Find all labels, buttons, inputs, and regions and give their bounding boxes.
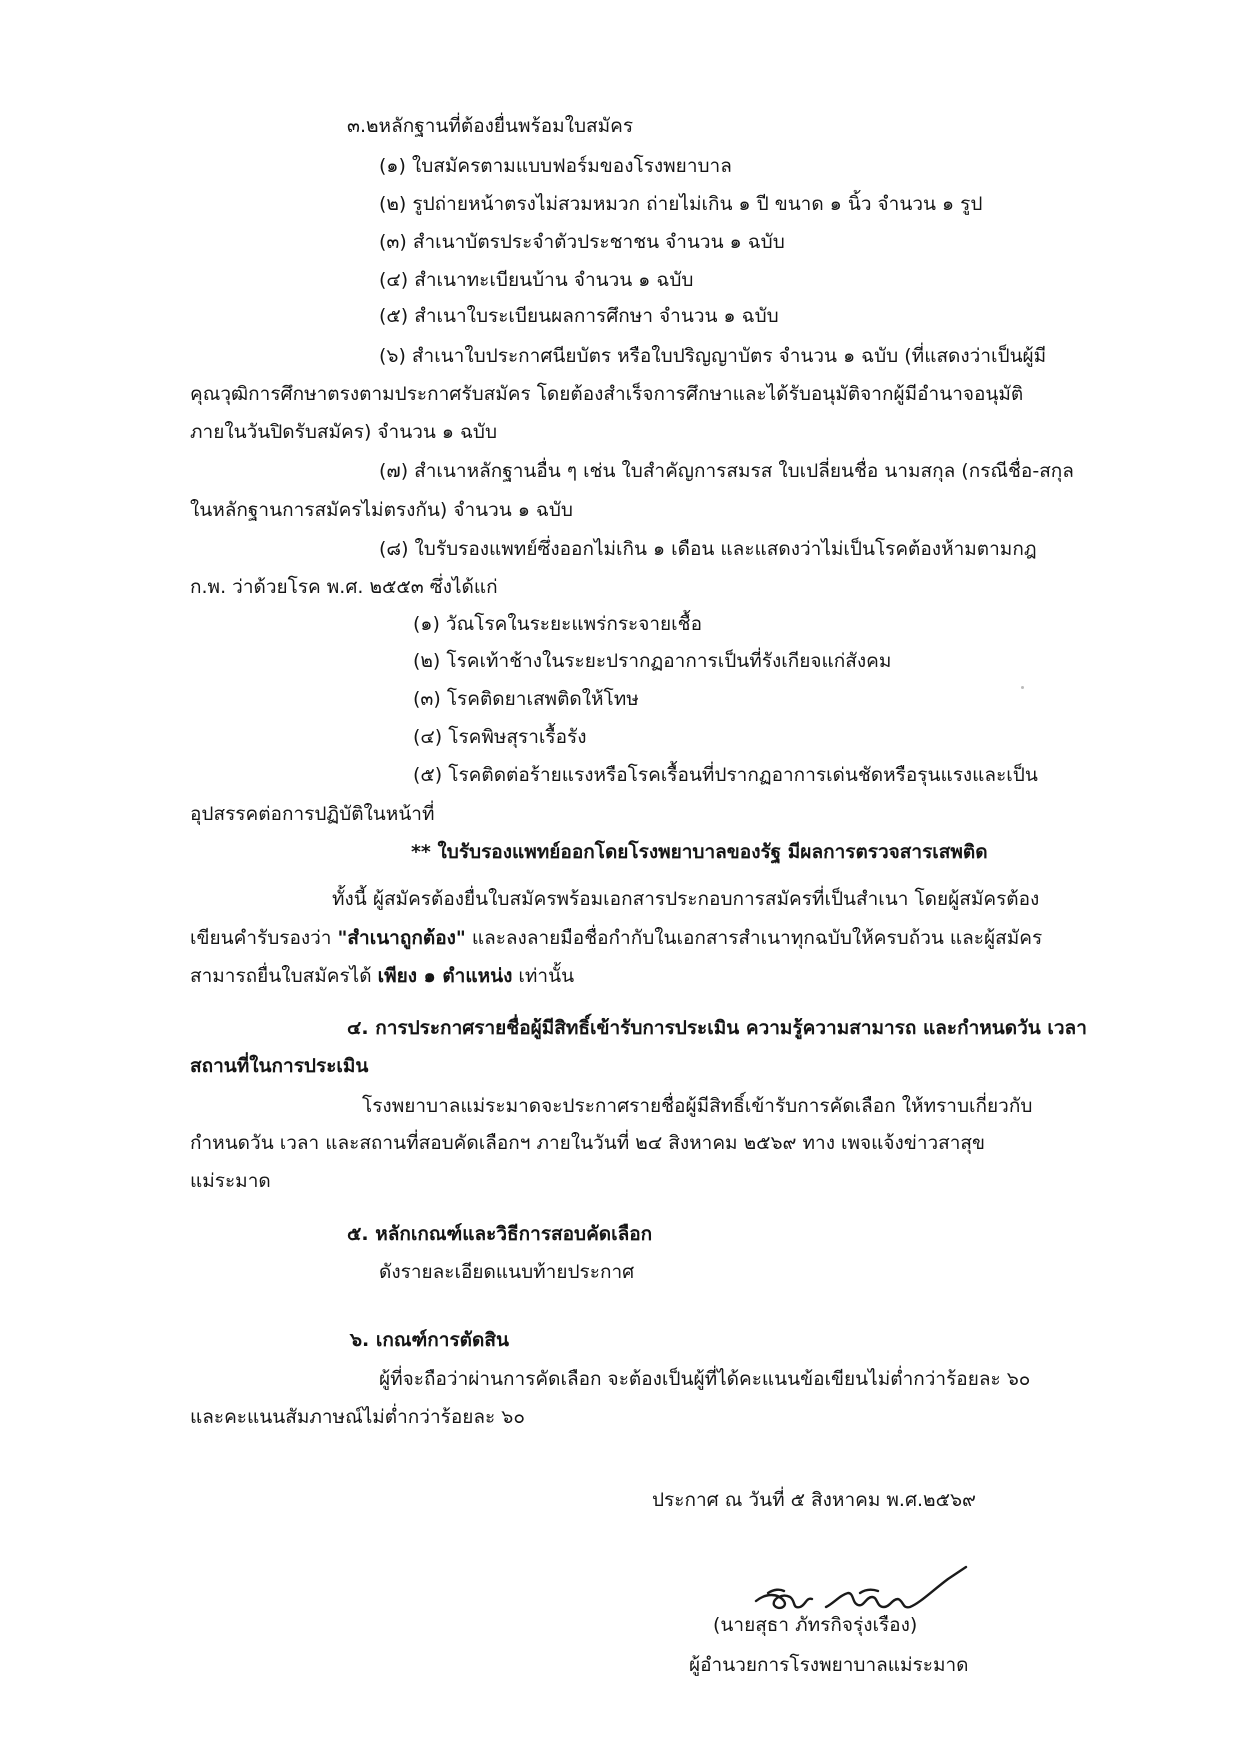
list-item-4: (๔) สำเนาทะเบียนบ้าน จำนวน ๑ ฉบับ	[379, 269, 694, 291]
announcement-date: ประกาศ ณ วันที่ ๕ สิงหาคม พ.ศ.๒๕๖๙	[652, 1489, 976, 1511]
disease-item-3: (๓) โรคติดยาเสพติดให้โทษ	[413, 688, 639, 710]
list-item-5: (๕) สำเนาใบระเบียนผลการศึกษา จำนวน ๑ ฉบับ	[379, 305, 779, 327]
note-paragraph-line-1: ทั้งนี้ ผู้สมัครต้องยื่นใบสมัครพร้อมเอกสารประกอบการสมัครที่เป็นสำเนา โดยผู้สมัครต้อง	[332, 888, 1040, 910]
list-item-6-line-1: (๖) สำเนาใบประกาศนียบัตร หรือใบปริญญาบัตร จำนวน ๑ ฉบับ (ที่แสดงว่าเป็นผู้มี	[379, 345, 1047, 367]
section-6-body-line-2: และคะแนนสัมภาษณ์ไม่ต่ำกว่าร้อยละ ๖๐	[190, 1406, 525, 1428]
list-item-6-line-2: คุณวุฒิการศึกษาตรงตามประกาศรับสมัคร โดยต้องสำเร็จการศึกษาและได้รับอนุมัติจากผู้มีอำนาจอนุมัติ	[190, 383, 1024, 405]
disease-item-5-line-1: (๕) โรคติดต่อร้ายแรงหรือโรคเรื้อนที่ปรากฏอาการเด่นชัดหรือรุนแรงและเป็น	[413, 764, 1038, 786]
note-text: เท่านั้น	[512, 965, 575, 987]
disease-item-2: (๒) โรคเท้าช้างในระยะปรากฏอาการเป็นที่รังเกียจแก่สังคม	[413, 650, 892, 672]
section-5-heading: ๕. หลักเกณฑ์และวิธีการสอบคัดเลือก	[347, 1223, 653, 1245]
list-item-8-line-2: ก.พ. ว่าด้วยโรค พ.ศ. ๒๕๕๓ ซึ่งได้แก่	[190, 576, 498, 598]
signatory-name: (นายสุธา ภัทรกิจรุ่งเรือง)	[713, 1614, 918, 1636]
scan-speck	[1021, 686, 1024, 689]
disease-item-5-line-2: อุปสรรคต่อการปฏิบัติในหน้าที่	[190, 803, 435, 825]
section-5-body: ดังรายละเอียดแนบท้ายประกาศ	[379, 1261, 635, 1283]
list-item-6-line-3: ภายในวันปิดรับสมัคร) จำนวน ๑ ฉบับ	[190, 421, 498, 443]
disease-item-1: (๑) วัณโรคในระยะแพร่กระจายเชื้อ	[413, 613, 702, 635]
medical-cert-note: ** ใบรับรองแพทย์ออกโดยโรงพยาบาลของรัฐ มีผลการตรวจสารเสพติด	[411, 841, 988, 863]
signatory-position: ผู้อำนวยการโรงพยาบาลแม่ระมาด	[689, 1654, 969, 1676]
note-paragraph-line-3	[190, 962, 574, 990]
section-4-heading-line-2: สถานที่ในการประเมิน	[190, 1055, 369, 1077]
list-item-8-line-1: (๘) ใบรับรองแพทย์ซึ่งออกไม่เกิน ๑ เดือน และแสดงว่าไม่เป็นโรคต้องห้ามตามกฎ	[379, 538, 1037, 560]
note-text: เขียนคำรับรองว่า	[190, 927, 338, 949]
section-6-heading: ๖. เกณฑ์การตัดสิน	[350, 1329, 509, 1351]
note-text: และลงลายมือชื่อกำกับในเอกสารสำเนาทุกฉบับให้ครบถ้วน และผู้สมัคร	[465, 927, 1043, 949]
note-text: สามารถยื่นใบสมัครได้	[190, 965, 378, 987]
note-paragraph-line-2	[190, 924, 1042, 952]
list-item-3: (๓) สำเนาบัตรประจำตัวประชาชน จำนวน ๑ ฉบับ	[379, 231, 785, 253]
section-4-body-line-3: แม่ระมาด	[190, 1170, 271, 1192]
list-item-1: (๑) ใบสมัครตามแบบฟอร์มของโรงพยาบาล	[379, 155, 732, 177]
section-4-heading-line-1: ๔. การประกาศรายชื่อผู้มีสิทธิ์เข้ารับการประเมิน ความรู้ความสามารถ และกำหนดวัน เวลา	[347, 1017, 1087, 1039]
certified-copy-phrase: "สำเนาถูกต้อง"	[337, 927, 466, 949]
section-4-body-line-2: กำหนดวัน เวลา และสถานที่สอบคัดเลือกฯ ภายในวันที่ ๒๔ สิงหาคม ๒๕๖๙ ทาง เพจแจ้งข่าวสาสุข	[190, 1132, 986, 1154]
list-item-2: (๒) รูปถ่ายหน้าตรงไม่สวมหมวก ถ่ายไม่เกิน ๑ ปี ขนาด ๑ นิ้ว จำนวน ๑ รูป	[379, 193, 983, 215]
one-position-phrase: เพียง ๑ ตำแหน่ง	[377, 965, 513, 987]
section-3-2-heading: ๓.๒หลักฐานที่ต้องยื่นพร้อมใบสมัคร	[347, 115, 634, 137]
section-4-body-line-1: โรงพยาบาลแม่ระมาดจะประกาศรายชื่อผู้มีสิทธิ์เข้ารับการคัดเลือก ให้ทราบเกี่ยวกับ	[362, 1095, 1033, 1117]
section-6-body-line-1: ผู้ที่จะถือว่าผ่านการคัดเลือก จะต้องเป็นผู้ที่ได้คะแนนข้อเขียนไม่ต่ำกว่าร้อยละ ๖๐	[379, 1368, 1031, 1390]
list-item-7-line-1: (๗) สำเนาหลักฐานอื่น ๆ เช่น ใบสำคัญการสมรส ใบเปลี่ยนชื่อ นามสกุล (กรณีชื่อ-สกุล	[379, 460, 1074, 482]
list-item-7-line-2: ในหลักฐานการสมัครไม่ตรงกัน) จำนวน ๑ ฉบับ	[190, 499, 573, 521]
disease-item-4: (๔) โรคพิษสุราเรื้อรัง	[413, 726, 587, 748]
